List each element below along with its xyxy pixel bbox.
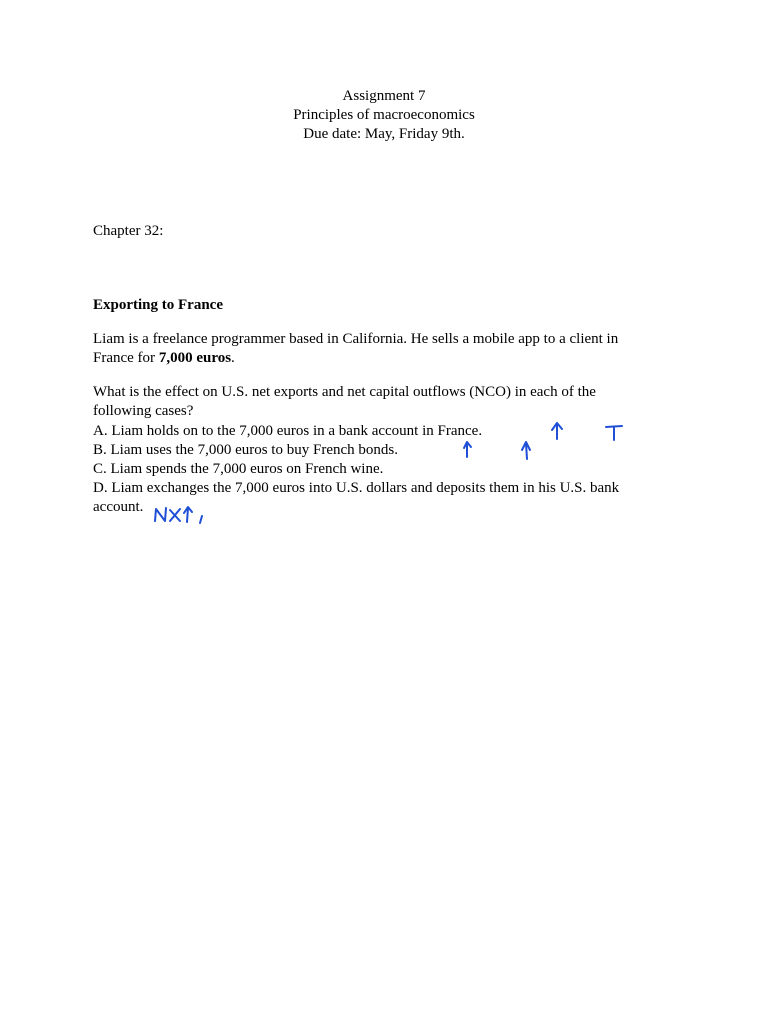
case-a: A. Liam holds on to the 7,000 euros in a bank account in France. — [93, 423, 483, 439]
intro-amount: 7,000 euros — [158, 350, 232, 366]
document-header — [0, 87, 768, 144]
intro-end: . — [231, 350, 235, 366]
case-c: C. Liam spends the 7,000 euros on French wine. — [93, 461, 384, 477]
assignment-title: Assignment 7 — [342, 88, 426, 104]
case-d: D. Liam exchanges the 7,000 euros into U.S. dollars and deposits them in his U.S. bank account. — [93, 480, 620, 515]
intro-text: Liam is a freelance programmer based in California. He sells a mobile app to a client in France for — [93, 331, 619, 366]
case-list — [93, 422, 653, 517]
case-b: B. Liam uses the 7,000 euros to buy French bonds. — [93, 442, 398, 458]
intro-paragraph — [93, 330, 653, 368]
course-name: Principles of macroeconomics — [293, 107, 475, 123]
section-title: Exporting to France — [93, 297, 223, 313]
due-date: Due date: May, Friday 9th. — [303, 126, 465, 142]
question-paragraph: What is the effect on U.S. net exports and net capital outflows (NCO) in each of the following cases? — [93, 384, 596, 419]
handwritten-note-text: NX↑, — [0, 0, 3, 1]
chapter-label: Chapter 32: — [93, 223, 164, 239]
